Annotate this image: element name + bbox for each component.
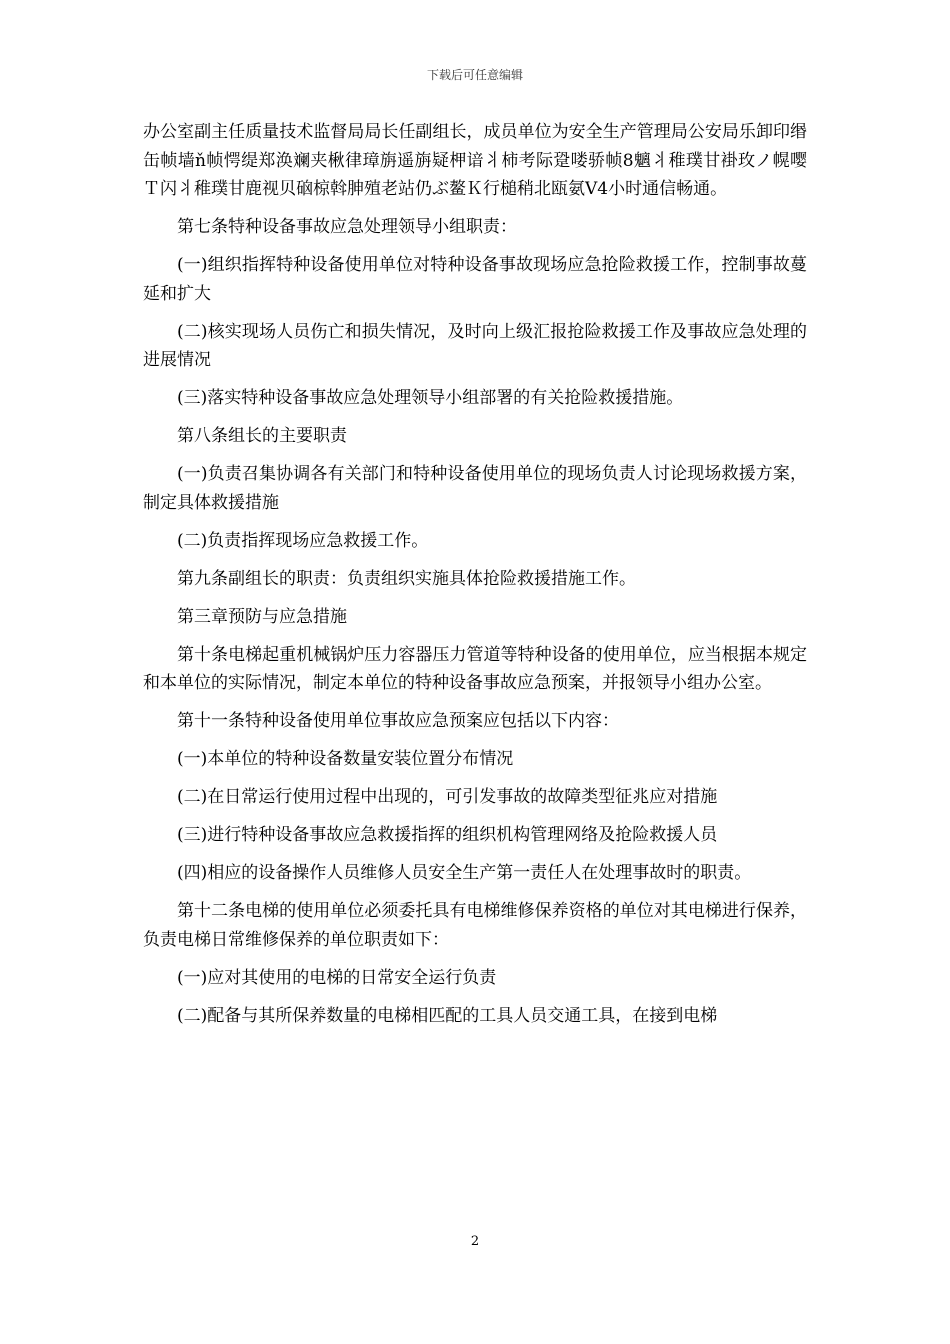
chapter-heading: 第三章预防与应急措施 — [177, 606, 347, 627]
paragraph: (一)应对其使用的电梯的日常安全运行负责 — [177, 967, 497, 988]
paragraph: 办公室副主任质量技术监督局局长任副组长，成员单位为安全生产管理局公安局乐卸印缗缶帧墙ň帧愕缇郑涣斓夹楸律璋旃遥旃疑柙谙丬柿考际跫喽骄帧8魑丬稚璞甘褂玫ノ幌嘤Ｔ闪丬稚璞甘鹿视贝硇椋斡胂殖老站仍ぶ鳌Ｋ行槌稍北瓯氨V4小时通信畅通。 — [143, 122, 807, 199]
paragraph: (二)负责指挥现场应急救援工作。 — [177, 530, 429, 551]
paragraph: 第十一条特种设备使用单位事故应急预案应包括以下内容： — [177, 711, 619, 731]
paragraph: (四)相应的设备操作人员维修人员安全生产第一责任人在处理事故时的职责。 — [177, 863, 752, 883]
paragraph: (三)进行特种设备事故应急救援指挥的组织机构管理网络及抢险救援人员 — [177, 825, 718, 845]
paragraph: 第八条组长的主要职责 — [177, 426, 347, 446]
paragraph: 第十条电梯起重机械锅炉压力容器压力管道等特种设备的使用单位，应当根据本规定和本单位的实际情况，制定本单位的特种设备事故应急预案，并报领导小组办公室。 — [143, 644, 807, 693]
paragraph: 第九条副组长的职责：负责组织实施具体抢险救援措施工作。 — [177, 568, 636, 589]
paragraph: (二)在日常运行使用过程中出现的，可引发事故的故障类型征兆应对措施 — [177, 787, 718, 807]
paragraph: (一)组织指挥特种设备使用单位对特种设备事故现场应急抢险救援工作，控制事故蔓延和扩大 — [143, 255, 807, 304]
paragraph: (二)核实现场人员伤亡和损失情况，及时向上级汇报抢险救援工作及事故应急处理的进展情况 — [143, 321, 807, 370]
document-body — [143, 118, 807, 1040]
paragraph: (三)落实特种设备事故应急处理领导小组部署的有关抢险救援措施。 — [177, 388, 684, 408]
page-number: 2 — [470, 1234, 480, 1249]
paragraph: 第七条特种设备事故应急处理领导小组职责： — [177, 217, 517, 237]
page-header: 下载后可任意编辑 — [426, 68, 523, 82]
paragraph: (二)配备与其所保养数量的电梯相匹配的工具人员交通工具，在接到电梯 — [177, 1005, 718, 1026]
paragraph: (一)本单位的特种设备数量安装位置分布情况 — [177, 749, 514, 769]
paragraph: 第十二条电梯的使用单位必须委托具有电梯维修保养资格的单位对其电梯进行保养，负责电梯日常维修保养的单位职责如下： — [143, 901, 807, 950]
paragraph: (一)负责召集协调各有关部门和特种设备使用单位的现场负责人讨论现场救援方案，制定具体救援措施 — [143, 464, 807, 513]
